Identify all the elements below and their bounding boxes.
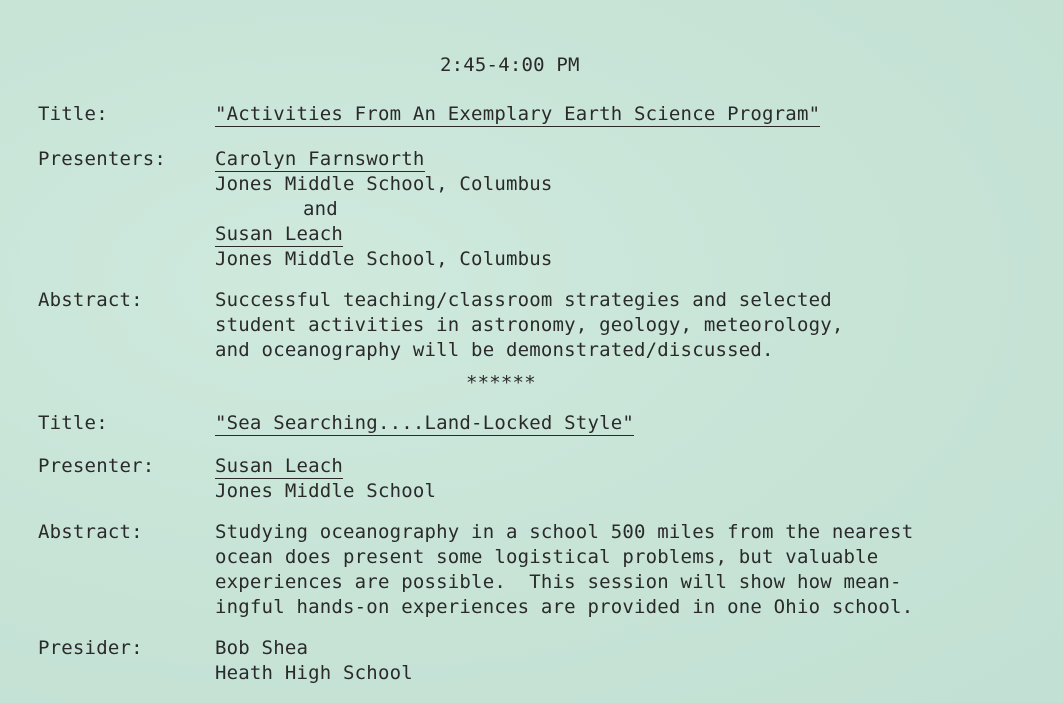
session2-presenter-name: Susan Leach xyxy=(215,455,344,477)
session-time: 2:45-4:00 PM xyxy=(440,54,580,76)
presenter-label: Presenter: xyxy=(38,455,155,477)
presenter1-school: Jones Middle School, Columbus xyxy=(215,173,553,195)
presenters-label: Presenters: xyxy=(38,148,167,170)
section-separator: ****** xyxy=(466,372,536,394)
session1-title: "Activities From An Exemplary Earth Science Program" xyxy=(215,103,821,125)
abstract-line: Successful teaching/classroom strategies and selected xyxy=(215,289,832,311)
presider-label: Presider: xyxy=(38,637,143,659)
presenters-and: and xyxy=(303,198,338,220)
abstract-line: experiences are possible. This session will show how mean- xyxy=(215,571,902,593)
presider-name: Bob Shea xyxy=(215,637,309,659)
title-label: Title: xyxy=(38,412,108,434)
presenter2-school: Jones Middle School, Columbus xyxy=(215,248,553,270)
abstract-line: ingful hands-on experiences are provided in one Ohio school. xyxy=(215,596,914,618)
session2-title: "Sea Searching....Land-Locked Style" xyxy=(215,412,635,434)
abstract-label: Abstract: xyxy=(38,521,143,543)
abstract-label: Abstract: xyxy=(38,289,143,311)
presider-school: Heath High School xyxy=(215,662,413,684)
title-label: Title: xyxy=(38,103,108,125)
session2-presenter-school: Jones Middle School xyxy=(215,480,437,502)
abstract-line: Studying oceanography in a school 500 miles from the nearest xyxy=(215,521,914,543)
abstract-line: ocean does present some logistical problems, but valuable xyxy=(215,546,879,568)
abstract-line: and oceanography will be demonstrated/discussed. xyxy=(215,339,774,361)
presenter2-name: Susan Leach xyxy=(215,223,344,245)
presenter1-name: Carolyn Farnsworth xyxy=(215,148,425,170)
abstract-line: student activities in astronomy, geology, meteorology, xyxy=(215,314,844,336)
